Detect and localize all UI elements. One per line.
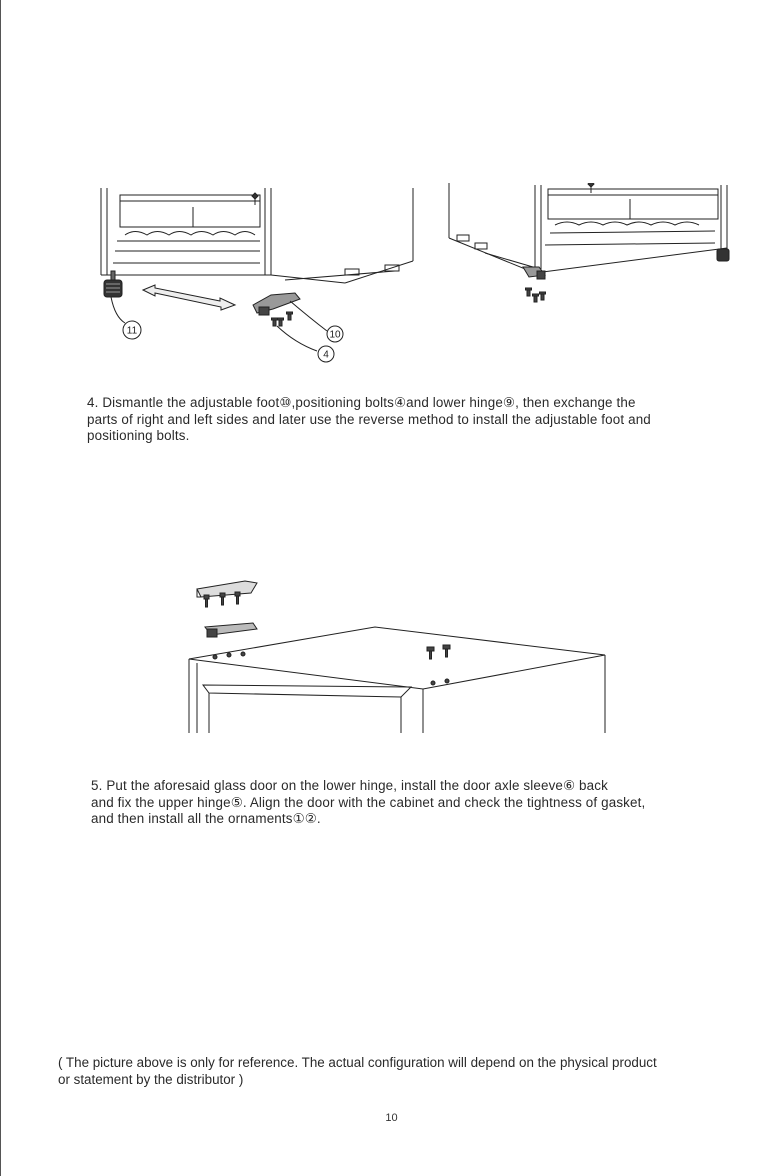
base-rail: [457, 235, 533, 267]
disclaimer-line: or statement by the distributor ): [58, 1072, 244, 1087]
crisper-drawer: [548, 189, 718, 233]
positioning-bolts: [272, 312, 293, 326]
page-left-border: [0, 0, 1, 1176]
svg-text:4: 4: [323, 349, 329, 361]
page-number: 10: [385, 1112, 398, 1124]
top-screws: [427, 645, 450, 659]
figure-install-foot-right: [445, 183, 740, 313]
bottle-icon: [588, 183, 594, 193]
step-4-instructions: [87, 395, 727, 445]
bottle-icon: [252, 193, 258, 205]
positioning-bolts: [526, 288, 546, 302]
step-5-line: 5. Put the aforesaid glass door on the lower hinge, install the door axle sleeve⑥ back: [91, 778, 608, 793]
step-4-line: 4. Dismantle the adjustable foot⑩,positioning bolts④and lower hinge⑨, then exchange the: [87, 395, 636, 410]
cabinet-outline: [101, 188, 413, 283]
base-rail: [285, 265, 399, 280]
crisper-drawer: [115, 195, 260, 251]
reference-disclaimer: [58, 1054, 748, 1088]
svg-text:10: 10: [329, 329, 341, 341]
step-4-line: positioning bolts.: [87, 428, 190, 444]
figure-remove-foot-left: [95, 183, 425, 368]
callout-10: [327, 326, 343, 342]
lower-hinge: [523, 267, 545, 279]
step-4-line: parts of right and left sides and later use the reverse method to install the adjustable foot and: [87, 411, 651, 427]
upper-hinge: [205, 623, 257, 637]
cabinet-top: [189, 627, 605, 733]
hinge-holes: [213, 652, 449, 685]
step-5-instructions: [91, 778, 731, 828]
adjustable-foot: [717, 249, 729, 261]
callout-11: [123, 321, 141, 339]
svg-text:11: 11: [126, 325, 138, 337]
cabinet-outline: [449, 183, 727, 273]
double-arrow: [143, 285, 235, 310]
step-5-line: and then install all the ornaments①②.: [91, 811, 321, 827]
figure-install-upper-hinge: [185, 575, 610, 735]
callout-4: [318, 346, 334, 362]
step-5-line: and fix the upper hinge⑤. Align the door with the cabinet and check the tightness of gasket,: [91, 794, 646, 810]
disclaimer-line: ( The picture above is only for reference. The actual configuration will depend on the physical product: [58, 1055, 657, 1070]
